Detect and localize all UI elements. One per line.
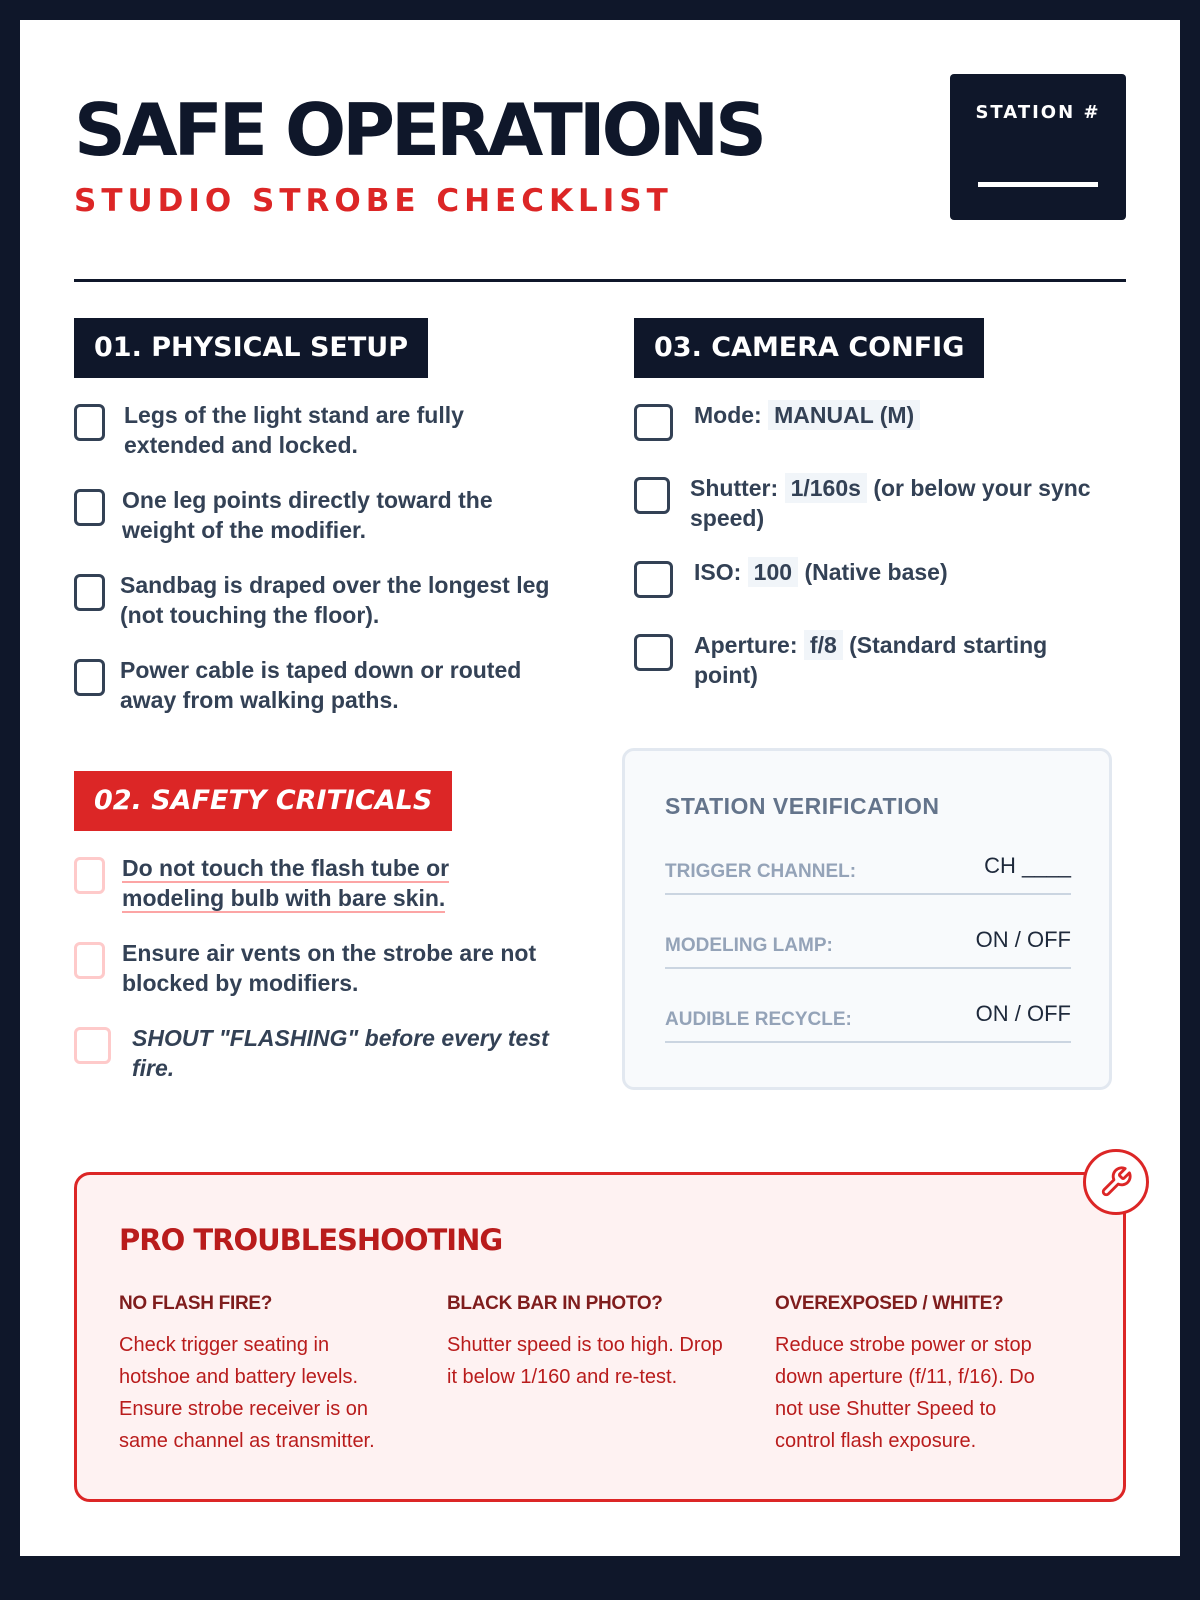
checklist-item-text: Ensure air vents on the strobe are not blocked by modifiers. <box>122 940 537 996</box>
checklist-item-text: Legs of the light stand are fully extended and locked. <box>124 402 464 458</box>
checklist-item[interactable] <box>74 1023 594 1087</box>
troubleshooting-heading: BLACK BAR IN PHOTO? <box>447 1293 663 1314</box>
troubleshooting-text: Check trigger seating in hotshoe and battery levels. Ensure strobe receiver is on same channel as transmitter. <box>119 1334 375 1452</box>
checklist-item[interactable] <box>634 473 1144 537</box>
checkbox[interactable] <box>74 857 105 894</box>
checkbox[interactable] <box>634 561 673 598</box>
checklist-item-text: Aperture: f/8 (Standard starting point) <box>694 632 1048 688</box>
checklist-item[interactable] <box>74 938 594 1002</box>
troubleshooting-panel <box>74 1172 1126 1502</box>
checkbox[interactable] <box>74 1027 111 1064</box>
checkbox[interactable] <box>74 942 105 979</box>
checklist-item-text: ISO: 100 (Native base) <box>694 559 948 585</box>
checklist-item-text: Sandbag is draped over the longest leg (not touching the floor). <box>120 572 550 628</box>
verification-value[interactable]: ON / OFF <box>975 927 1071 952</box>
setting-value: f/8 <box>804 630 843 660</box>
troubleshooting-text: Reduce strobe power or stop down aperture (f/11, f/16). Do not use Shutter Speed to control flash exposure. <box>775 1334 1035 1452</box>
troubleshooting-column <box>447 1293 747 1393</box>
checklist-item[interactable] <box>74 570 594 634</box>
station-number-box <box>950 74 1126 220</box>
station-label: STATION # <box>975 102 1101 123</box>
page-subtitle: STUDIO STROBE CHECKLIST <box>74 183 673 219</box>
troubleshooting-heading: NO FLASH FIRE? <box>119 1293 273 1314</box>
station-number-line <box>978 182 1098 187</box>
checklist-item[interactable] <box>74 400 574 464</box>
verification-row-modeling-lamp[interactable] <box>665 919 1071 969</box>
verification-value[interactable]: ON / OFF <box>975 1001 1071 1026</box>
troubleshooting-column <box>119 1293 419 1457</box>
checklist-item[interactable] <box>634 557 1134 621</box>
troubleshooting-title: PRO TROUBLESHOOTING <box>119 1223 503 1257</box>
station-verification-panel <box>622 748 1112 1090</box>
checkbox[interactable] <box>634 404 673 441</box>
verification-title: STATION VERIFICATION <box>665 793 940 819</box>
checkbox[interactable] <box>74 489 105 526</box>
checklist-item-text: Do not touch the flash tube or modeling bulb with bare skin. <box>122 855 450 911</box>
section-safety-criticals-title: 02. SAFETY CRITICALS <box>74 771 452 831</box>
checklist-item[interactable] <box>74 853 594 917</box>
setting-value: 100 <box>748 557 798 587</box>
troubleshooting-column <box>775 1293 1075 1457</box>
checklist-item[interactable] <box>634 630 1144 694</box>
checkbox[interactable] <box>74 574 105 611</box>
section-physical-setup-title: 01. PHYSICAL SETUP <box>74 318 428 378</box>
checklist-item-text: Power cable is taped down or routed away from walking paths. <box>120 657 522 713</box>
checkbox[interactable] <box>74 404 105 441</box>
checklist-item-text: Mode: MANUAL (M) <box>694 400 920 430</box>
header <box>74 74 1126 282</box>
troubleshooting-heading: OVEREXPOSED / WHITE? <box>775 1293 1004 1314</box>
troubleshooting-text: Shutter speed is too high. Drop it below 1/160 and re-test. <box>447 1334 723 1388</box>
checkbox[interactable] <box>634 477 670 514</box>
verification-label: AUDIBLE RECYCLE: <box>665 1009 852 1030</box>
checklist-item-text: One leg points directly toward the weight of the modifier. <box>122 487 493 543</box>
checklist-item-text: SHOUT "FLASHING" before every test fire. <box>132 1025 549 1081</box>
wrench-icon <box>1083 1149 1149 1215</box>
verification-label: MODELING LAMP: <box>665 935 833 956</box>
checklist-item-text: Shutter: 1/160s (or below your sync speed) <box>690 475 1091 531</box>
checkbox[interactable] <box>634 634 673 671</box>
section-camera-config-title: 03. CAMERA CONFIG <box>634 318 984 378</box>
setting-value: MANUAL (M) <box>768 400 920 430</box>
verification-row-trigger-channel[interactable] <box>665 845 1071 895</box>
setting-value: 1/160s <box>785 473 867 503</box>
page-title: SAFE OPERATIONS <box>74 88 763 172</box>
verification-row-audible-recycle[interactable] <box>665 993 1071 1043</box>
checklist-sheet <box>20 20 1180 1556</box>
verification-label: TRIGGER CHANNEL: <box>665 861 857 882</box>
checklist-item[interactable] <box>74 485 574 549</box>
verification-value[interactable]: CH ____ <box>984 853 1071 878</box>
checklist-item[interactable] <box>74 655 574 719</box>
checkbox[interactable] <box>74 659 105 696</box>
checklist-item[interactable] <box>634 400 1134 464</box>
